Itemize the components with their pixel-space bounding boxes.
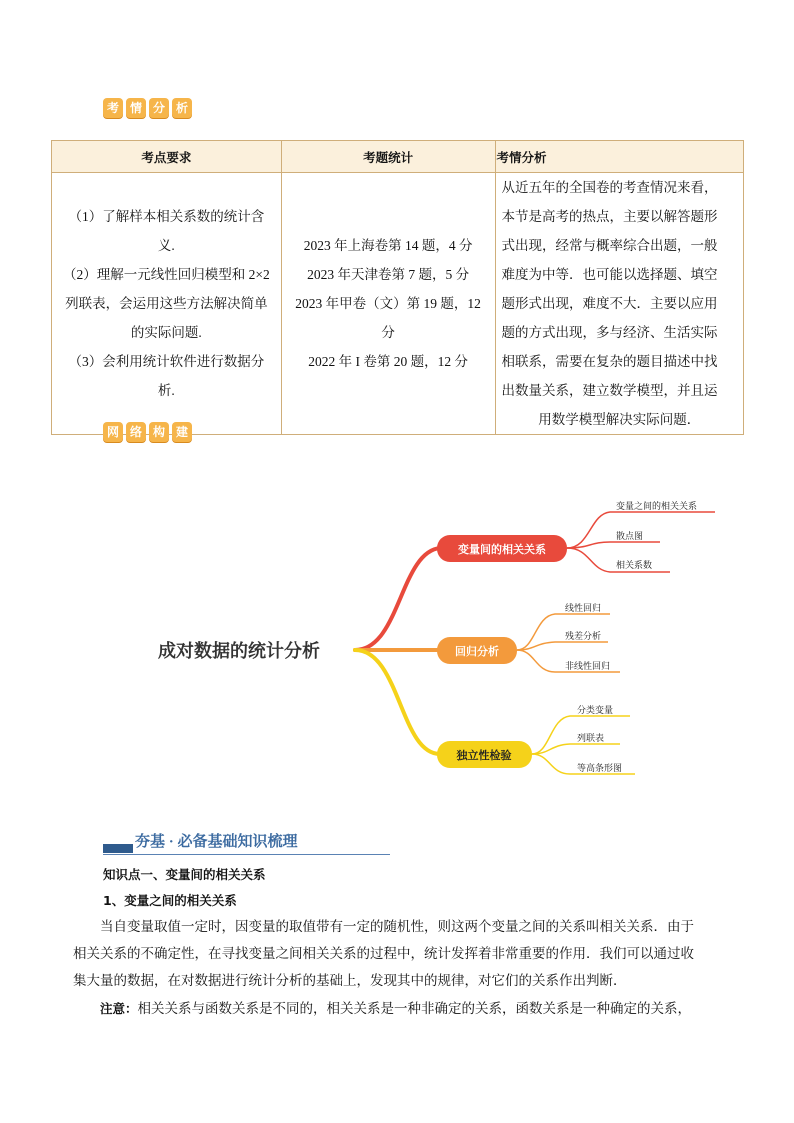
leaf-label: 列联表 [577, 734, 605, 744]
mind-map [150, 492, 730, 792]
knowledge-point-heading: 知识点一、变量间的相关关系 [103, 867, 266, 882]
subsection-heading: 1、变量之间的相关关系 [103, 893, 237, 908]
cell-line: 从近五年的全国卷的考查情况来看， [501, 180, 718, 195]
note-paragraph [73, 996, 723, 1022]
analysis-cell [495, 173, 744, 435]
branch-label: 变量间的相关关系 [458, 543, 546, 556]
leaf-label: 散点图 [616, 532, 644, 542]
mindmap-root: 成对数据的统计分析 [158, 641, 320, 662]
section-header [103, 832, 390, 855]
leaf-label: 等高条形图 [577, 764, 623, 774]
branch-connector [355, 650, 440, 754]
cell-line: 2022 年 I 卷第 20 题，12 分 [308, 354, 468, 369]
leaf-connector [517, 642, 608, 650]
cell-line: 2023 年甲卷（文）第 19 题，12 [295, 296, 481, 311]
cell-line: 出数量关系，建立数学模型，并且运 [501, 383, 718, 398]
header-analysis: 考情分析 [495, 141, 744, 173]
cell-line: 本节是高考的热点，主要以解答题形 [501, 209, 718, 224]
body-line: 相关关系的不确定性，在寻找变量之间相关关系的过程中，统计发挥着非常重要的作用．我们可以通过收 [73, 946, 694, 961]
branch-label: 回归分析 [455, 645, 499, 658]
cell-line: 列联表，会运用这些方法解决简单 [65, 296, 268, 311]
leaf-label: 非线性回归 [565, 662, 611, 672]
cell-line: （1）了解样本相关系数的统计含 [68, 209, 265, 224]
leaf-label: 残差分析 [565, 632, 602, 642]
table-header-row [52, 141, 744, 173]
cell-line: 的实际问题. [130, 325, 202, 340]
stats-cell [281, 173, 495, 435]
badge-char: 情 [126, 98, 146, 118]
note-label: 注意： [100, 1001, 138, 1016]
cell-line: 分 [381, 325, 395, 340]
branch-label: 独立性检验 [456, 749, 512, 762]
cell-line: 义. [157, 238, 175, 253]
cell-line: 难度为中等．也可能以选择题、填空 [501, 267, 718, 282]
leaf-label: 变量之间的相关关系 [616, 502, 698, 512]
cell-line: 析. [157, 383, 175, 398]
header-requirements: 考点要求 [52, 141, 282, 173]
badge-char: 网 [103, 422, 123, 442]
header-stats: 考题统计 [281, 141, 495, 173]
leaf-label: 相关系数 [616, 561, 653, 571]
cell-line: 用数学模型解决实际问题． [538, 412, 701, 427]
cell-line: 2023 年天津卷第 7 题，5 分 [307, 267, 470, 282]
cell-line: （2）理解一元线性回归模型和 2×2 [62, 267, 270, 282]
note-text: 相关关系与函数关系是不同的，相关关系是一种非确定的关系，函数关系是一种确定的关系， [137, 1001, 692, 1016]
cell-line: 题的方式出现，多与经济、生活实际 [501, 325, 718, 340]
exam-analysis-table [51, 140, 744, 435]
table-row [52, 173, 744, 435]
branch-connector [355, 548, 440, 650]
body-line: 当自变量取值一定时，因变量的取值带有一定的随机性，则这两个变量之间的关系叫相关关系．由于 [100, 919, 694, 934]
cell-line: 2023 年上海卷第 14 题，4 分 [303, 238, 473, 253]
cell-line: 题形式出现，难度不大．主要以应用 [501, 296, 718, 311]
cell-line: （3）会利用统计软件进行数据分 [68, 354, 265, 369]
badge-char: 分 [149, 98, 169, 118]
cell-line: 相联系，需要在复杂的题目描述中找 [501, 354, 718, 369]
requirements-cell [52, 173, 282, 435]
section-title: 夯基 · 必备基础知识梳理 [135, 834, 298, 850]
leaf-label: 线性回归 [565, 604, 602, 614]
section-bar [103, 844, 133, 853]
badge-char: 析 [172, 98, 192, 118]
badge-char: 构 [149, 422, 169, 442]
badge-char: 络 [126, 422, 146, 442]
network-construction-badge [103, 422, 195, 444]
badge-char: 考 [103, 98, 123, 118]
cell-line: 式出现，经常与概率综合出题，一般 [501, 238, 718, 253]
badge-char: 建 [172, 422, 192, 442]
body-line: 集大量的数据，在对数据进行统计分析的基础上，发现其中的规律，对它们的关系作出判断． [73, 973, 627, 988]
leaf-label: 分类变量 [577, 706, 614, 716]
exam-analysis-badge [103, 98, 195, 120]
